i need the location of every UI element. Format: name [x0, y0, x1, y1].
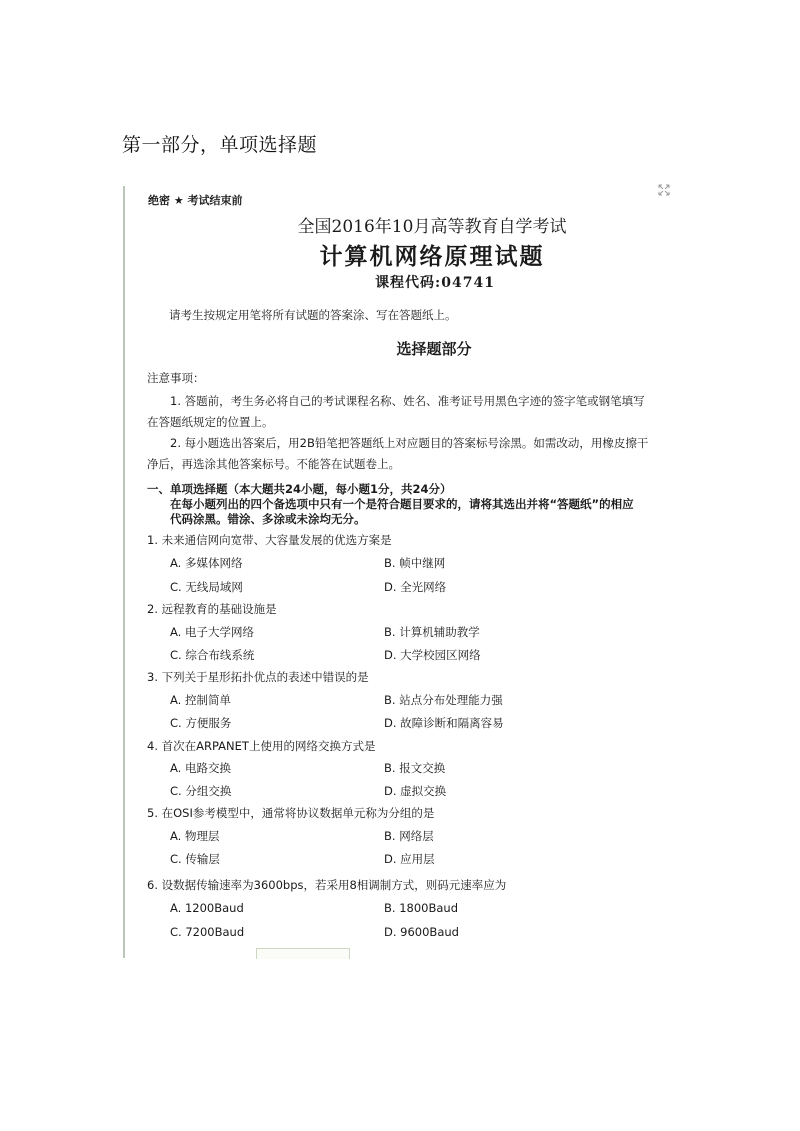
- option-c: C. 综合布线系统: [170, 648, 255, 662]
- expand-icon[interactable]: [658, 184, 670, 196]
- question-stem: 1. 未来通信网向宽带、大容量发展的优选方案是: [147, 533, 392, 547]
- question-stem: 5. 在OSI参考模型中，通常将协议数据单元称为分组的是: [147, 806, 435, 820]
- option-d: D. 全光网络: [384, 580, 447, 594]
- secret-mark: 绝密 ★ 考试结束前: [148, 194, 243, 207]
- question-stem: 3. 下列关于星形拓扑优点的表述中错误的是: [147, 670, 369, 684]
- question-stem: 2. 远程教育的基础设施是: [147, 602, 277, 616]
- option-b: B. 计算机辅助教学: [384, 625, 480, 639]
- option-a: A. 电路交换: [170, 761, 231, 775]
- option-c: C. 方便服务: [170, 716, 232, 730]
- option-c: C. 传输层: [170, 852, 220, 866]
- section-heading: 第一部分，单项选择题: [122, 134, 318, 156]
- option-a: A. 多媒体网络: [170, 556, 243, 570]
- notes-label: 注意事项：: [147, 371, 205, 385]
- exam-title: 全国2016年10月高等教育自学考试: [297, 217, 567, 237]
- option-d: D. 9600Baud: [384, 925, 459, 939]
- option-d: D. 故障诊断和隔离容易: [384, 716, 504, 730]
- option-c: C. 无线局域网: [170, 580, 243, 594]
- option-a: A. 控制简单: [170, 693, 231, 707]
- course-code: 课程代码:04741: [375, 275, 495, 291]
- option-a: A. 物理层: [170, 829, 220, 843]
- cropped-next-image: [256, 948, 350, 959]
- mc-section-header: [147, 482, 637, 527]
- mc-section-title: 一、单项选择题（本大题共24小题，每小题1分，共24分）: [147, 482, 452, 496]
- instruction: 请考生按规定用笔将所有试题的答案涂、写在答题纸上。: [169, 308, 457, 322]
- question-stem: 6. 设数据传输速率为3600bps，若采用8相调制方式，则码元速率应为: [147, 878, 507, 892]
- option-b: B. 帧中继网: [384, 556, 446, 570]
- part-title: 选择题部分: [396, 340, 472, 358]
- exam-name: 计算机网络原理试题: [319, 243, 545, 270]
- option-a: A. 电子大学网络: [170, 625, 254, 639]
- note-item: 1. 答题前，考生务必将自己的考试课程名称、姓名、准考证号用黑色字迹的签字笔或钢笔填写在答题纸规定的位置上。: [147, 394, 645, 429]
- option-b: B. 报文交换: [384, 761, 446, 775]
- question-stem: 4. 首次在ARPANET上使用的网络交换方式是: [147, 739, 376, 753]
- option-d: D. 大学校园区网络: [384, 648, 481, 662]
- option-a: A. 1200Baud: [170, 901, 244, 915]
- option-b: B. 站点分布处理能力强: [384, 693, 503, 707]
- option-d: D. 虚拟交换: [384, 784, 447, 798]
- option-d: D. 应用层: [384, 852, 435, 866]
- option-c: C. 分组交换: [170, 784, 232, 798]
- option-c: C. 7200Baud: [170, 925, 245, 939]
- mc-section-instructions: 在每小题列出的四个备选项中只有一个是符合题目要求的，请将其选出并将“答题纸”的相应代码涂黑。错涂、多涂或未涂均无分。: [170, 497, 634, 526]
- option-b: B. 1800Baud: [384, 901, 458, 915]
- option-b: B. 网络层: [384, 829, 434, 843]
- note-item: 2. 每小题选出答案后，用2B铅笔把答题纸上对应题目的答案标号涂黑。如需改动，用橡皮擦干净后，再选涂其他答案标号。不能答在试题卷上。: [147, 436, 649, 471]
